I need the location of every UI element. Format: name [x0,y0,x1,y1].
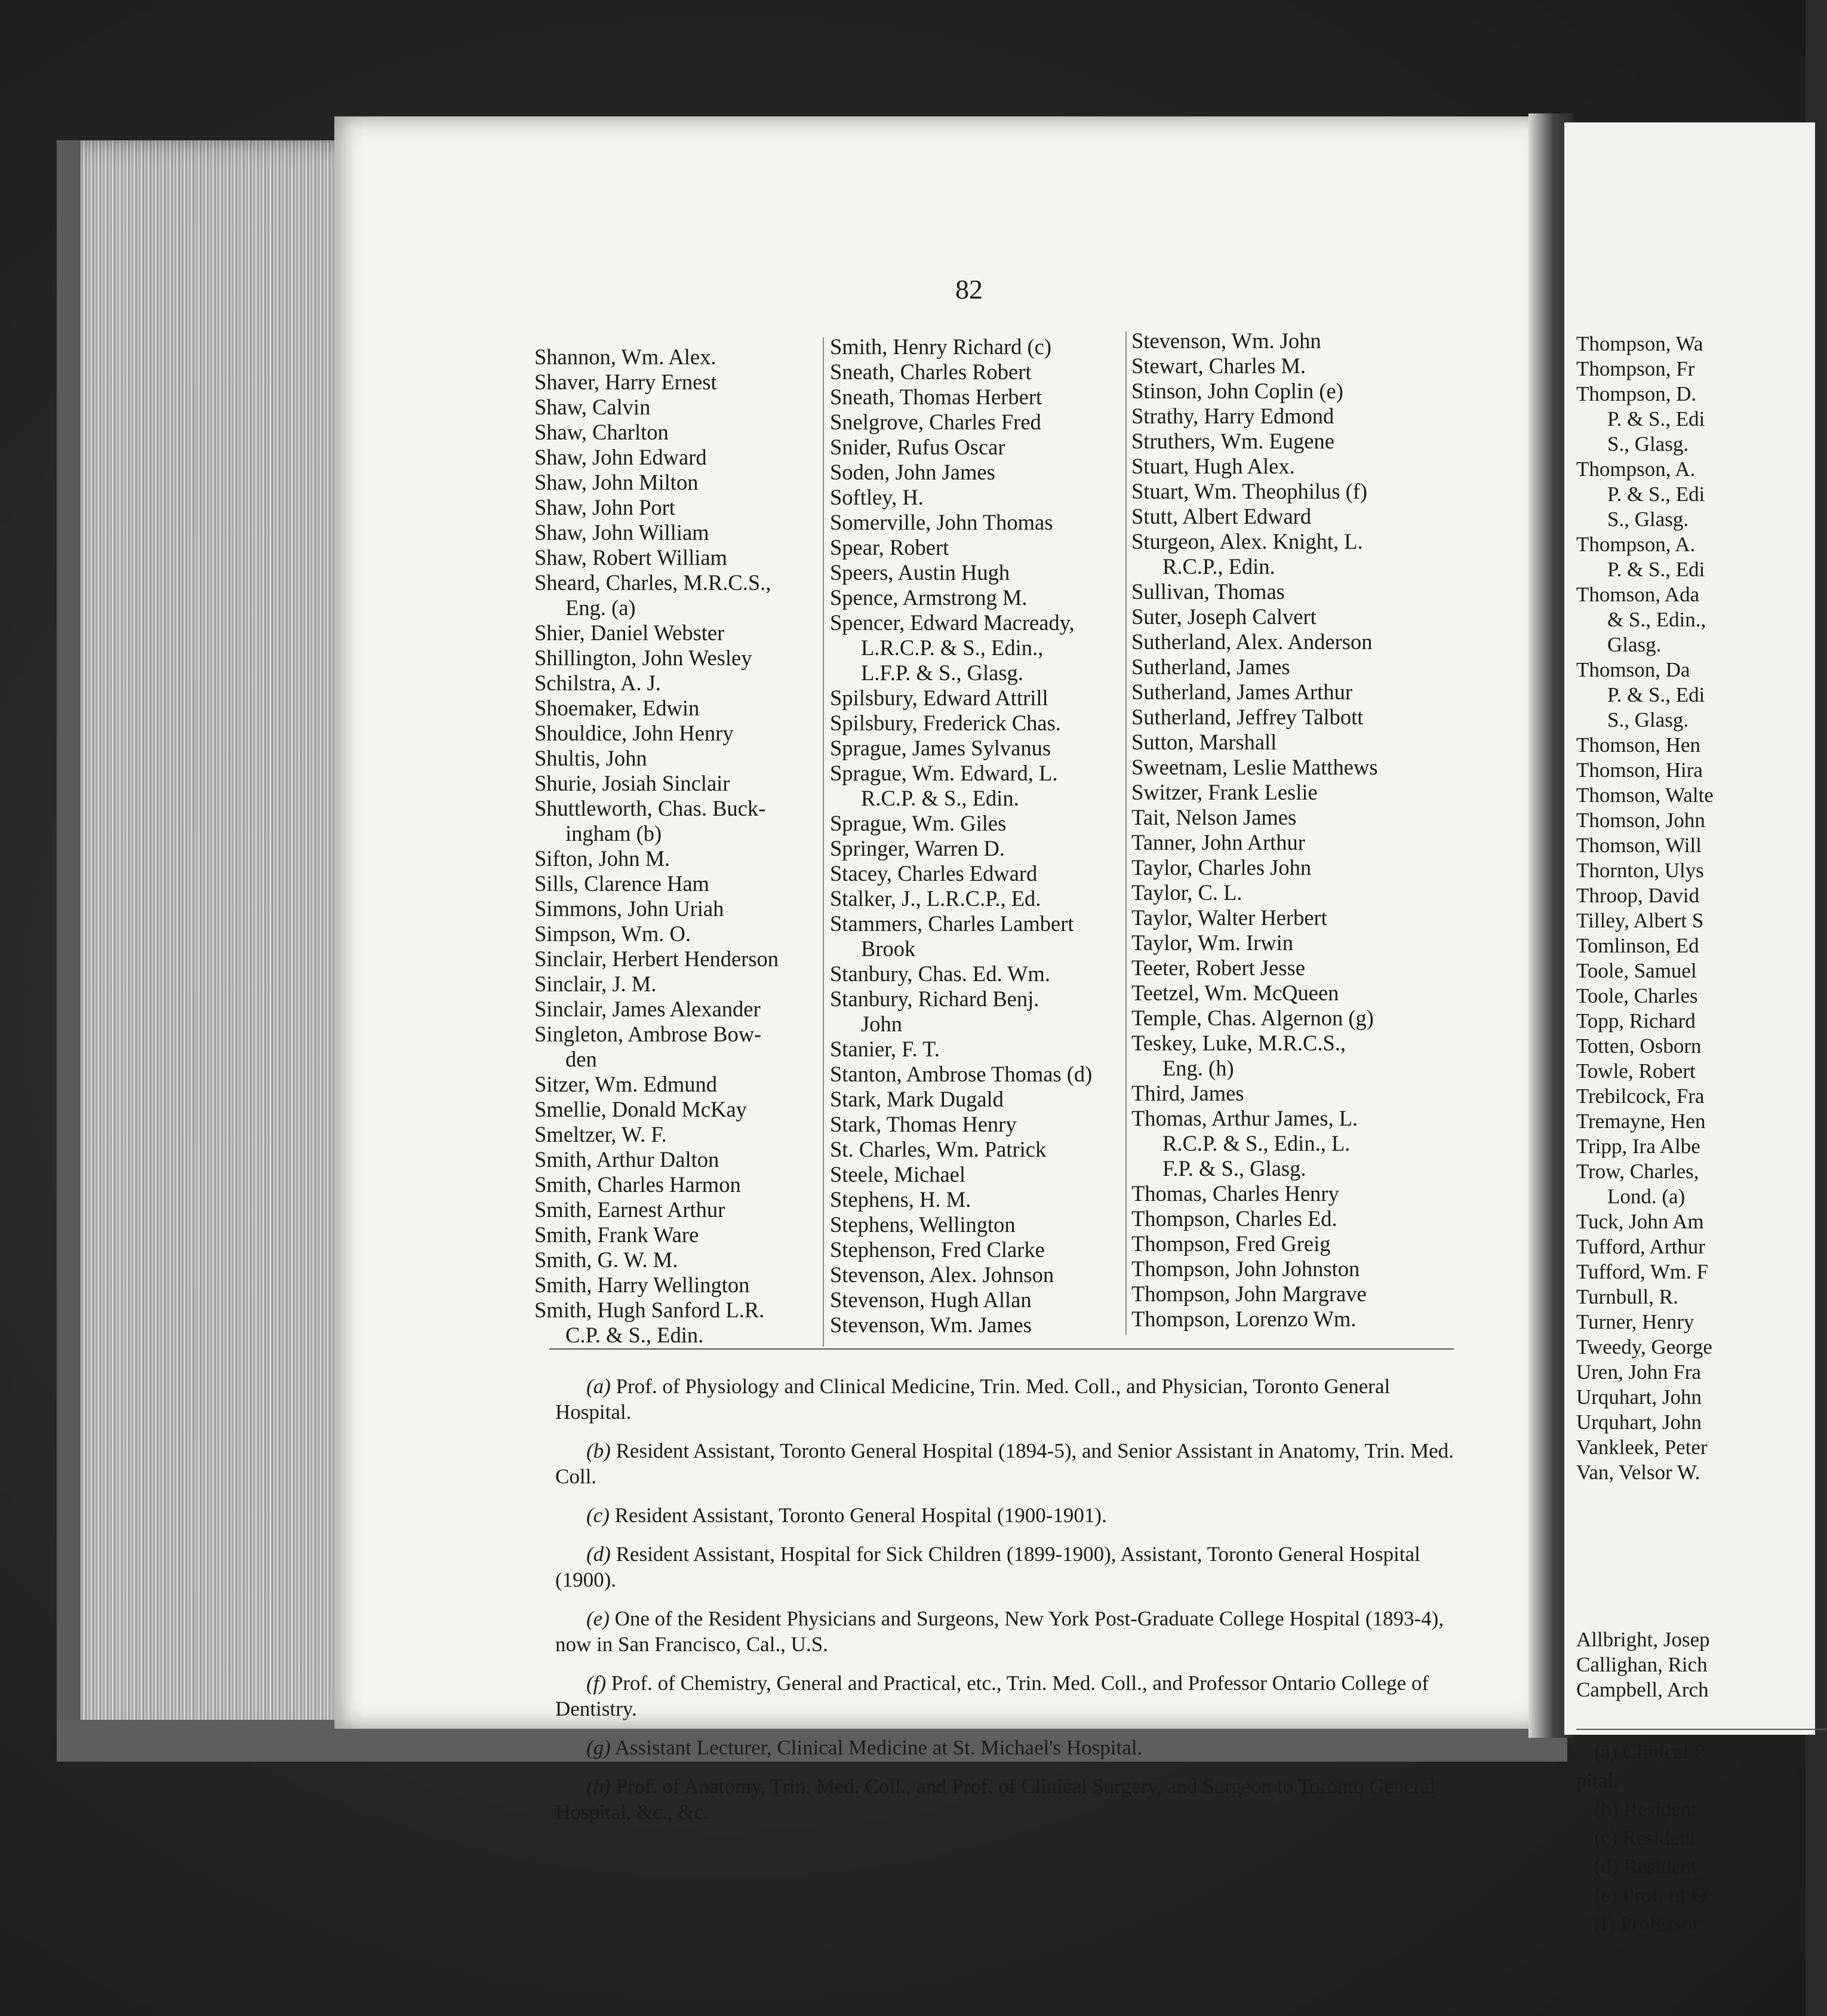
footnote [555,1735,1463,1760]
directory-entry: Snelgrove, Charles Fred [830,410,1041,434]
footnote-text: Prof. of Physiology and Clinical Medicine, Trin. Med. Coll., and Physician, Toronto General Hospital. [555,1375,1391,1424]
directory-entry: Sullivan, Thomas [1131,579,1285,604]
right-page-entry: Toole, Samuel [1576,959,1697,982]
right-page-entry: P. & S., Edi [1607,407,1705,431]
directory-entry: Smith, Henry Richard (c) [830,334,1051,359]
directory-entry: Schilstra, A. J. [534,671,661,695]
right-page-footnote: (a) Clinical P [1594,1740,1706,1763]
directory-entry: Stanton, Ambrose Thomas (d) [830,1062,1093,1086]
right-page-entry: Totten, Osborn [1576,1034,1702,1058]
directory-entry: Sinclair, James Alexander [534,997,761,1021]
directory-entry: Sprague, Wm. Giles [830,811,1007,835]
directory-entry: Teeter, Robert Jesse [1131,955,1305,980]
right-page-entry: Thomson, Hen [1576,733,1701,757]
directory-entry: Shaw, Robert William [534,545,727,570]
right-page-entry: Glasg. [1607,633,1662,656]
right-page-extra-entries [1576,1627,1710,1702]
directory-entry: Stewart, Charles M. [1131,354,1306,378]
directory-entry: Stark, Mark Dugald [830,1087,1004,1111]
right-page-entry: Thompson, A. [1576,457,1696,481]
footnote [555,1670,1463,1722]
right-page-entry: Uren, John Fra [1576,1360,1701,1384]
directory-entry: Sturgeon, Alex. Knight, L. [1131,529,1363,554]
directory-entry: Sutherland, Jeffrey Talbott [1131,705,1364,729]
directory-entry: Shaw, John William [534,520,709,545]
right-page-entry: Thomson, John [1576,809,1705,832]
directory-entry-continuation: R.C.P. & S., Edin., L. [1162,1131,1351,1155]
right-page-entry: Toole, Charles [1576,984,1698,1007]
footnote-text: Resident Assistant, Toronto General Hospital (1894-5), and Senior Assistant in Anatomy, Trin. Med. Coll. [555,1439,1454,1488]
directory-entry: Stanbury, Richard Benj. [830,987,1039,1011]
directory-entry: Simpson, Wm. O. [534,921,691,946]
footnote [555,1438,1463,1489]
right-page-footnote: (b) Resident [1594,1797,1697,1821]
footnote-rule [549,1348,1454,1350]
right-page-entry: Thompson, Wa [1576,332,1703,355]
directory-entry: Snider, Rufus Oscar [830,435,1005,459]
footnote-text: Assistant Lecturer, Clinical Medicine at St. Michael's Hospital. [614,1736,1143,1759]
right-page-entry: P. & S., Edi [1607,683,1705,706]
directory-entry: Stanier, F. T. [830,1037,940,1061]
footnote-mark: (f) [586,1671,607,1695]
directory-entry: Softley, H. [830,485,924,509]
directory-entry: Shaw, John Port [534,495,675,520]
right-page-entry: Campbell, Arch [1576,1678,1709,1701]
directory-entry: Teskey, Luke, M.R.C.S., [1131,1031,1346,1055]
directory-entry: Sinclair, J. M. [534,972,657,996]
directory-entry: Shaw, John Edward [534,445,707,469]
directory-entry: Sneath, Charles Robert [830,359,1032,384]
directory-entry: Stevenson, Wm. James [830,1313,1032,1337]
directory-entry: Stevenson, Alex. Johnson [830,1262,1054,1287]
directory-entry: Smellie, Donald McKay [534,1097,747,1121]
directory-entry: Shannon, Wm. Alex. [534,345,716,369]
right-page-footnotes [1576,1738,1707,1938]
right-page-entry: S., Glasg. [1607,708,1689,732]
right-page-footnote: (d) Resident [1594,1855,1697,1878]
directory-entry: Thompson, John Johnston [1131,1256,1360,1281]
directory-entry: Spilsbury, Edward Attrill [830,686,1048,710]
footnote-text: One of the Resident Physicians and Surgeons, New York Post-Graduate College Hospital (1893-4), now in San Francisco, Cal., U.S. [555,1607,1444,1656]
directory-entry: Sneath, Thomas Herbert [830,385,1042,409]
right-page-entry: Tilley, Albert S [1576,909,1704,932]
footnote [555,1606,1463,1657]
directory-entry: Thompson, Fred Greig [1131,1231,1331,1256]
right-page-entry: Tremayne, Hen [1576,1110,1706,1133]
right-page-column [1576,331,1714,1485]
name-column-3 [1131,328,1378,1332]
footnote-mark: (d) [586,1542,611,1566]
footnote-mark: (g) [586,1736,611,1759]
directory-entry: Springer, Warren D. [830,836,1005,861]
footnote [555,1502,1463,1528]
directory-entry: Speers, Austin Hugh [830,560,1010,585]
directory-entry: Teetzel, Wm. McQueen [1131,981,1339,1005]
right-page-footnote: pital. [1576,1769,1619,1792]
directory-entry: Stephens, H. M. [830,1187,971,1212]
directory-entry: Spilsbury, Frederick Chas. [830,711,1061,735]
page-number: 82 [955,274,983,305]
directory-entry-continuation: F.P. & S., Glasg. [1162,1156,1306,1181]
right-page-entry: Thomson, Walte [1576,783,1714,807]
directory-entry: Smith, G. W. M. [534,1247,678,1272]
name-column-1 [534,345,779,1348]
right-page-entry: Trow, Charles, [1576,1160,1699,1183]
right-page-entry: & S., Edin., [1607,608,1706,631]
right-page-footnote: (c) Resident [1594,1826,1696,1849]
directory-entry: Sweetnam, Leslie Matthews [1131,755,1378,779]
directory-entry: Shaw, John Milton [534,470,699,494]
column-divider-1 [823,337,824,1347]
directory-entry: St. Charles, Wm. Patrick [830,1137,1047,1161]
right-page-entry: Thompson, Fr [1576,357,1695,380]
footnote-text: Resident Assistant, Toronto General Hospital (1900-1901). [614,1504,1107,1527]
directory-entry-continuation: den [565,1047,597,1071]
footnote [555,1774,1463,1825]
directory-entry: Third, James [1131,1081,1244,1105]
directory-entry: Tait, Nelson James [1131,805,1297,829]
directory-entry: Stevenson, Wm. John [1131,328,1321,353]
directory-entry: Thompson, John Margrave [1131,1281,1367,1306]
right-page-entry: Throop, David [1576,884,1700,907]
directory-entry: Stacey, Charles Edward [830,861,1038,886]
directory-entry: Singleton, Ambrose Bow- [534,1022,762,1046]
directory-entry: Somerville, John Thomas [830,510,1053,534]
directory-entry: Smith, Frank Ware [534,1222,699,1247]
right-page-entry: Tufford, Arthur [1576,1235,1705,1258]
right-page-entry: Callighan, Rich [1576,1653,1708,1676]
right-page-entry: Turner, Henry [1576,1310,1694,1333]
directory-entry: Steele, Michael [830,1162,966,1187]
directory-entry: Sinclair, Herbert Henderson [534,946,779,971]
footnote-mark: (a) [586,1375,611,1398]
footnote [555,1541,1463,1593]
directory-entry-continuation: L.R.C.P. & S., Edin., [861,635,1044,660]
directory-entry-continuation: R.C.P., Edin. [1162,554,1275,579]
directory-entry: Sheard, Charles, M.R.C.S., [534,570,771,595]
right-page-entry: Thornton, Ulys [1576,859,1704,882]
directory-entry: Sitzer, Wm. Edmund [534,1072,718,1096]
directory-entry: Simmons, John Uriah [534,896,724,921]
right-page-entry: Vankleek, Peter [1576,1436,1708,1459]
right-page-entry: Thomson, Will [1576,834,1702,857]
right-page-entry: Van, Velsor W. [1576,1461,1700,1484]
footnote-mark: (c) [586,1504,610,1527]
right-page-entry: P. & S., Edi [1607,558,1705,581]
directory-entry: Shurie, Josiah Sinclair [534,771,730,795]
directory-entry: Spence, Armstrong M. [830,585,1028,610]
footnote-text: Prof. of Chemistry, General and Practical, etc., Trin. Med. Coll., and Professor Ontario College of Dentistry. [555,1671,1429,1720]
directory-entry: Thomas, Arthur James, L. [1131,1106,1358,1130]
directory-entry: Sutherland, James [1131,654,1290,679]
directory-entry: Stephens, Wellington [830,1212,1016,1237]
directory-entry: Taylor, Walter Herbert [1131,905,1327,930]
directory-entry: Sprague, Wm. Edward, L. [830,761,1058,785]
directory-entry: Stevenson, Hugh Allan [830,1287,1032,1312]
directory-entry: Shuttleworth, Chas. Buck- [534,796,766,820]
directory-entry: Soden, John James [830,460,995,484]
right-page-entry: Tufford, Wm. F [1576,1260,1709,1283]
directory-entry: Smith, Arthur Dalton [534,1147,719,1172]
directory-entry-continuation: ingham (b) [565,821,662,846]
directory-entry-continuation: L.F.P. & S., Glasg. [861,660,1023,685]
right-page [1564,122,1815,1935]
directory-entry: Stuart, Hugh Alex. [1131,454,1295,478]
right-page-entry: Thompson, D. [1576,382,1697,405]
right-page-entry: Allbright, Josep [1576,1628,1710,1651]
directory-entry: Shillington, John Wesley [534,646,752,670]
directory-entry: Shultis, John [534,746,647,770]
directory-entry: Shouldice, John Henry [534,721,734,745]
directory-entry: Stuart, Wm. Theophilus (f) [1131,479,1368,503]
right-page-entry: Tweedy, George [1576,1335,1712,1359]
right-page-footnote: (e) Prof. of O [1594,1883,1707,1907]
directory-entry: Stanbury, Chas. Ed. Wm. [830,961,1051,986]
right-page-entry: Tomlinson, Ed [1576,934,1699,957]
right-page-entry: Urquhart, John [1576,1410,1702,1434]
directory-entry: Shaw, Charlton [534,420,669,444]
directory-entry: Sutherland, James Arthur [1131,680,1353,704]
directory-entry-continuation: C.P. & S., Edin. [565,1323,704,1347]
directory-entry: Sutton, Marshall [1131,730,1277,754]
directory-entry: Stutt, Albert Edward [1131,504,1312,528]
footnote-text: Resident Assistant, Hospital for Sick Children (1899-1900), Assistant, Toronto General Hospital (1900). [555,1542,1420,1591]
directory-entry-continuation: R.C.P. & S., Edin. [861,786,1019,810]
directory-entry: Shier, Daniel Webster [534,620,725,645]
right-page-entry: Tripp, Ira Albe [1576,1135,1700,1158]
right-page-entry: Towle, Robert [1576,1059,1696,1083]
directory-entry: Stammers, Charles Lambert [830,911,1074,936]
footnotes [555,1373,1463,1838]
footnote-mark: (b) [586,1439,611,1462]
right-page-entry: Trebilcock, Fra [1576,1084,1705,1108]
directory-entry-continuation: Brook [861,936,916,961]
right-page-entry: S., Glasg. [1607,508,1689,531]
footnote-mark: (h) [586,1775,611,1798]
directory-entry: Taylor, C. L. [1131,880,1242,905]
right-page-entry: Topp, Richard [1576,1009,1696,1032]
footnote-text: Prof. of Anatomy, Trin. Med. Coll., and Prof. of Clinical Surgery, and Surgeon to Toronto General Hospital, &c., &c. [555,1775,1436,1824]
right-page-entry: Thomson, Ada [1576,583,1700,606]
directory-entry: Thomas, Charles Henry [1131,1181,1339,1206]
directory-entry: Strathy, Harry Edmond [1131,404,1334,428]
directory-entry: Stephenson, Fred Clarke [830,1237,1045,1262]
directory-entry: Tanner, John Arthur [1131,830,1305,855]
directory-entry: Suter, Joseph Calvert [1131,604,1317,629]
right-page-entry: Urquhart, John [1576,1385,1702,1409]
right-page-entry: Thomson, Da [1576,658,1690,681]
directory-entry: Sills, Clarence Ham [534,871,709,896]
directory-entry: Sifton, John M. [534,846,670,871]
directory-entry: Stark, Thomas Henry [830,1112,1017,1136]
right-page-entry: Thompson, A. [1576,533,1696,556]
directory-entry: Smith, Hugh Sanford L.R. [534,1298,765,1322]
directory-entry: Smith, Harry Wellington [534,1273,750,1297]
right-page-footnote: (f) Professor [1594,1912,1699,1935]
directory-entry-continuation: Eng. (h) [1162,1056,1234,1080]
name-column-2 [830,334,1092,1338]
right-page-entry: Tuck, John Am [1576,1210,1704,1233]
directory-entry: Taylor, Wm. Irwin [1131,930,1294,955]
footnote-mark: (e) [586,1607,610,1630]
directory-entry: Temple, Chas. Algernon (g) [1131,1006,1374,1030]
directory-entry: Smith, Earnest Arthur [534,1197,725,1222]
directory-entry: Sprague, James Sylvanus [830,736,1051,760]
directory-entry: Shaw, Calvin [534,395,651,419]
right-page-entry: P. & S., Edi [1607,483,1705,506]
directory-entry: Sutherland, Alex. Anderson [1131,629,1373,654]
directory-entry: Taylor, Charles John [1131,855,1312,880]
right-page-footnote-rule [1576,1729,1827,1730]
right-page-entry: S., Glasg. [1607,432,1689,456]
right-page-entry: Lond. (a) [1607,1185,1685,1208]
directory-entry: Switzer, Frank Leslie [1131,780,1318,804]
right-page-entry: Turnbull, R. [1576,1285,1678,1308]
directory-entry: Shaver, Harry Ernest [534,370,717,394]
right-page-entry: Thomson, Hira [1576,758,1703,782]
directory-entry: Spear, Robert [830,535,949,560]
directory-entry-continuation: Eng. (a) [565,595,636,620]
directory-entry: Struthers, Wm. Eugene [1131,429,1334,453]
directory-entry-continuation: John [861,1012,902,1036]
directory-entry: Thompson, Charles Ed. [1131,1206,1337,1231]
column-divider-2 [1125,331,1127,1335]
footnote [555,1373,1463,1425]
directory-entry: Shoemaker, Edwin [534,696,700,720]
directory-entry: Smeltzer, W. F. [534,1122,667,1147]
directory-entry: Stalker, J., L.R.C.P., Ed. [830,886,1041,911]
directory-entry: Stinson, John Coplin (e) [1131,379,1343,403]
directory-entry: Spencer, Edward Macready, [830,610,1075,635]
directory-entry: Smith, Charles Harmon [534,1172,741,1197]
directory-entry: Thompson, Lorenzo Wm. [1131,1307,1357,1331]
